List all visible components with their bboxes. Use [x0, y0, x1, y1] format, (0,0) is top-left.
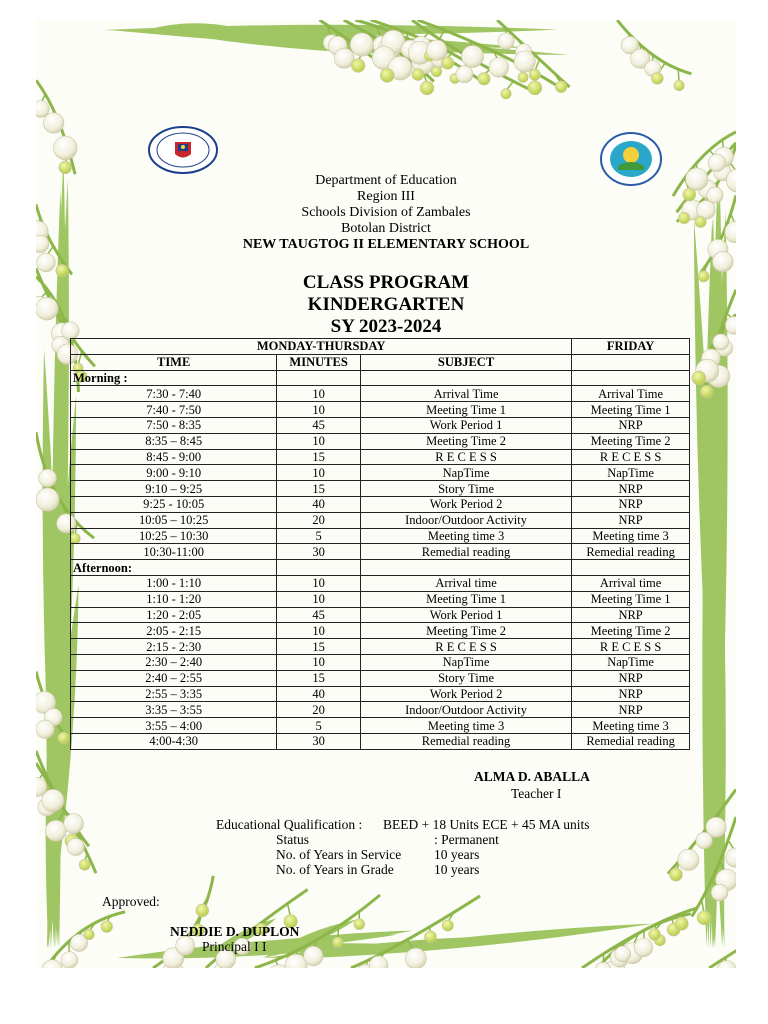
subject-cell: Remedial reading — [360, 733, 571, 749]
subject-cell: NapTime — [360, 654, 571, 670]
time-cell: 10:25 – 10:30 — [71, 528, 277, 544]
subject-cell: Remedial reading — [360, 544, 571, 560]
friday-cell: R E C E S S — [572, 639, 690, 655]
minutes-cell: 10 — [277, 465, 361, 481]
status-label: Status — [276, 832, 310, 847]
friday-cell: NRP — [572, 496, 690, 512]
table-row — [71, 449, 690, 465]
minutes-cell: 45 — [277, 417, 361, 433]
table-row — [71, 686, 690, 702]
friday-cell: Meeting Time 2 — [572, 433, 690, 449]
time-cell: 8:45 - 9:00 — [71, 449, 277, 465]
table-row — [71, 670, 690, 686]
friday-cell: NRP — [572, 607, 690, 623]
empty-cell — [277, 560, 361, 576]
time-cell: 7:40 - 7:50 — [71, 402, 277, 418]
time-cell: 2:05 - 2:15 — [71, 623, 277, 639]
minutes-cell: 40 — [277, 686, 361, 702]
years-service-value: 10 years — [434, 847, 480, 862]
qualification-label: Educational Qualification : — [216, 817, 363, 832]
time-cell: 1:00 - 1:10 — [71, 575, 277, 591]
minutes-cell: 10 — [277, 575, 361, 591]
years-grade-value: 10 years — [434, 862, 480, 877]
empty-cell — [360, 370, 571, 386]
friday-cell: Meeting Time 1 — [572, 402, 690, 418]
years-grade-label: No. of Years in Grade — [276, 862, 394, 877]
table-row — [71, 575, 690, 591]
minutes-cell: 30 — [277, 733, 361, 749]
friday-cell: NRP — [572, 702, 690, 718]
table-column-header-row — [71, 354, 690, 370]
table-row — [71, 496, 690, 512]
friday-cell: NRP — [572, 670, 690, 686]
minutes-cell: 20 — [277, 512, 361, 528]
district-name: Botolan District — [341, 221, 431, 236]
subject-cell: Story Time — [360, 481, 571, 497]
time-cell: 2:40 – 2:55 — [71, 670, 277, 686]
minutes-cell: 10 — [277, 402, 361, 418]
table-row — [71, 512, 690, 528]
minutes-cell: 10 — [277, 654, 361, 670]
empty-cell — [360, 560, 571, 576]
years-service-label: No. of Years in Service — [276, 847, 402, 862]
friday-cell: Remedial reading — [572, 733, 690, 749]
group-header-friday: FRIDAY — [572, 339, 690, 355]
subject-cell: R E C E S S — [360, 449, 571, 465]
table-row — [71, 481, 690, 497]
time-cell: 2:55 – 3:35 — [71, 686, 277, 702]
time-cell: 10:05 – 10:25 — [71, 512, 277, 528]
morning-section-row-label: Morning : — [71, 370, 277, 386]
minutes-cell: 10 — [277, 591, 361, 607]
minutes-cell: 10 — [277, 623, 361, 639]
subject-cell: Work Period 1 — [360, 607, 571, 623]
table-row — [71, 639, 690, 655]
friday-cell: Remedial reading — [572, 544, 690, 560]
subject-cell: Work Period 2 — [360, 686, 571, 702]
friday-cell: Meeting time 3 — [572, 718, 690, 734]
time-cell: 2:30 – 2:40 — [71, 654, 277, 670]
deped-seal-icon — [148, 125, 218, 175]
friday-cell: NRP — [572, 417, 690, 433]
subject-cell: Meeting Time 2 — [360, 623, 571, 639]
afternoon-section-row — [71, 560, 690, 576]
empty-cell — [277, 370, 361, 386]
title-line-2: KINDERGARTEN — [307, 294, 465, 315]
table-row — [71, 654, 690, 670]
empty-cell — [572, 560, 690, 576]
region-name: Region III — [357, 189, 415, 204]
table-row — [71, 433, 690, 449]
table-row — [71, 544, 690, 560]
time-cell: 9:00 - 9:10 — [71, 465, 277, 481]
group-header-mon-thu: MONDAY-THURSDAY — [71, 339, 572, 355]
table-row — [71, 718, 690, 734]
morning-section-row — [71, 370, 690, 386]
subject-cell: Meeting Time 1 — [360, 402, 571, 418]
subject-cell: Meeting Time 1 — [360, 591, 571, 607]
title-line-3: SY 2023-2024 — [330, 316, 442, 337]
class-program-table — [70, 338, 690, 750]
teacher-position: Teacher I — [511, 786, 562, 801]
time-cell: 3:55 – 4:00 — [71, 718, 277, 734]
table-row — [71, 623, 690, 639]
minutes-cell: 20 — [277, 702, 361, 718]
column-header-subject: SUBJECT — [360, 354, 571, 370]
document-title — [36, 272, 736, 338]
friday-cell: NapTime — [572, 465, 690, 481]
minutes-cell: 30 — [277, 544, 361, 560]
table-row — [71, 733, 690, 749]
minutes-cell: 15 — [277, 670, 361, 686]
minutes-cell: 10 — [277, 433, 361, 449]
friday-cell: NRP — [572, 512, 690, 528]
time-cell: 2:15 - 2:30 — [71, 639, 277, 655]
approved-label: Approved: — [102, 894, 160, 909]
column-header-time: TIME — [71, 354, 277, 370]
time-cell: 1:10 - 1:20 — [71, 591, 277, 607]
subject-cell: NapTime — [360, 465, 571, 481]
time-cell: 3:35 – 3:55 — [71, 702, 277, 718]
minutes-cell: 40 — [277, 496, 361, 512]
subject-cell: Meeting time 3 — [360, 528, 571, 544]
time-cell: 4:00-4:30 — [71, 733, 277, 749]
friday-cell: NapTime — [572, 654, 690, 670]
time-cell: 7:50 - 8:35 — [71, 417, 277, 433]
table-row — [71, 591, 690, 607]
friday-cell: Meeting Time 2 — [572, 623, 690, 639]
friday-cell: R E C E S S — [572, 449, 690, 465]
subject-cell: Story Time — [360, 670, 571, 686]
friday-cell: Arrival time — [572, 575, 690, 591]
subject-cell: Meeting time 3 — [360, 718, 571, 734]
subject-cell: Indoor/Outdoor Activity — [360, 702, 571, 718]
time-cell: 8:35 – 8:45 — [71, 433, 277, 449]
time-cell: 9:25 - 10:05 — [71, 496, 277, 512]
subject-cell: Work Period 1 — [360, 417, 571, 433]
subject-cell: R E C E S S — [360, 639, 571, 655]
principal-position: Principal I I — [202, 939, 267, 954]
school-name: NEW TAUGTOG II ELEMENTARY SCHOOL — [242, 237, 530, 252]
document-page — [36, 20, 736, 968]
status-value: : Permanent — [434, 832, 499, 847]
time-cell: 7:30 - 7:40 — [71, 386, 277, 402]
subject-cell: Arrival Time — [360, 386, 571, 402]
afternoon-section-row-label: Afternoon: — [71, 560, 277, 576]
friday-cell: Meeting time 3 — [572, 528, 690, 544]
column-header-minutes: MINUTES — [277, 354, 361, 370]
subject-cell: Indoor/Outdoor Activity — [360, 512, 571, 528]
letterhead — [36, 173, 736, 253]
qualification-value: BEED + 18 Units ECE + 45 MA units — [383, 817, 590, 832]
table-row — [71, 607, 690, 623]
principal-name: NEDDIE D. DUPLON — [170, 924, 300, 939]
table-row — [71, 702, 690, 718]
time-cell: 10:30-11:00 — [71, 544, 277, 560]
minutes-cell: 5 — [277, 528, 361, 544]
minutes-cell: 45 — [277, 607, 361, 623]
table-row — [71, 465, 690, 481]
table-row — [71, 402, 690, 418]
teacher-name: ALMA D. ABALLA — [474, 769, 590, 784]
friday-cell: NRP — [572, 686, 690, 702]
department-name: Department of Education — [315, 173, 457, 188]
table-group-header-row — [71, 339, 690, 355]
time-cell: 9:10 – 9:25 — [71, 481, 277, 497]
subject-cell: Meeting Time 2 — [360, 433, 571, 449]
minutes-cell: 15 — [277, 639, 361, 655]
friday-cell: Meeting Time 1 — [572, 591, 690, 607]
empty-cell — [572, 370, 690, 386]
subject-cell: Work Period 2 — [360, 496, 571, 512]
subject-cell: Arrival time — [360, 575, 571, 591]
table-row — [71, 386, 690, 402]
minutes-cell: 15 — [277, 449, 361, 465]
column-header-friday — [572, 354, 690, 370]
minutes-cell: 15 — [277, 481, 361, 497]
table-row — [71, 417, 690, 433]
minutes-cell: 5 — [277, 718, 361, 734]
table-row — [71, 528, 690, 544]
division-name: Schools Division of Zambales — [301, 205, 471, 220]
time-cell: 1:20 - 2:05 — [71, 607, 277, 623]
minutes-cell: 10 — [277, 386, 361, 402]
friday-cell: Arrival Time — [572, 386, 690, 402]
friday-cell: NRP — [572, 481, 690, 497]
title-line-1: CLASS PROGRAM — [302, 272, 470, 293]
